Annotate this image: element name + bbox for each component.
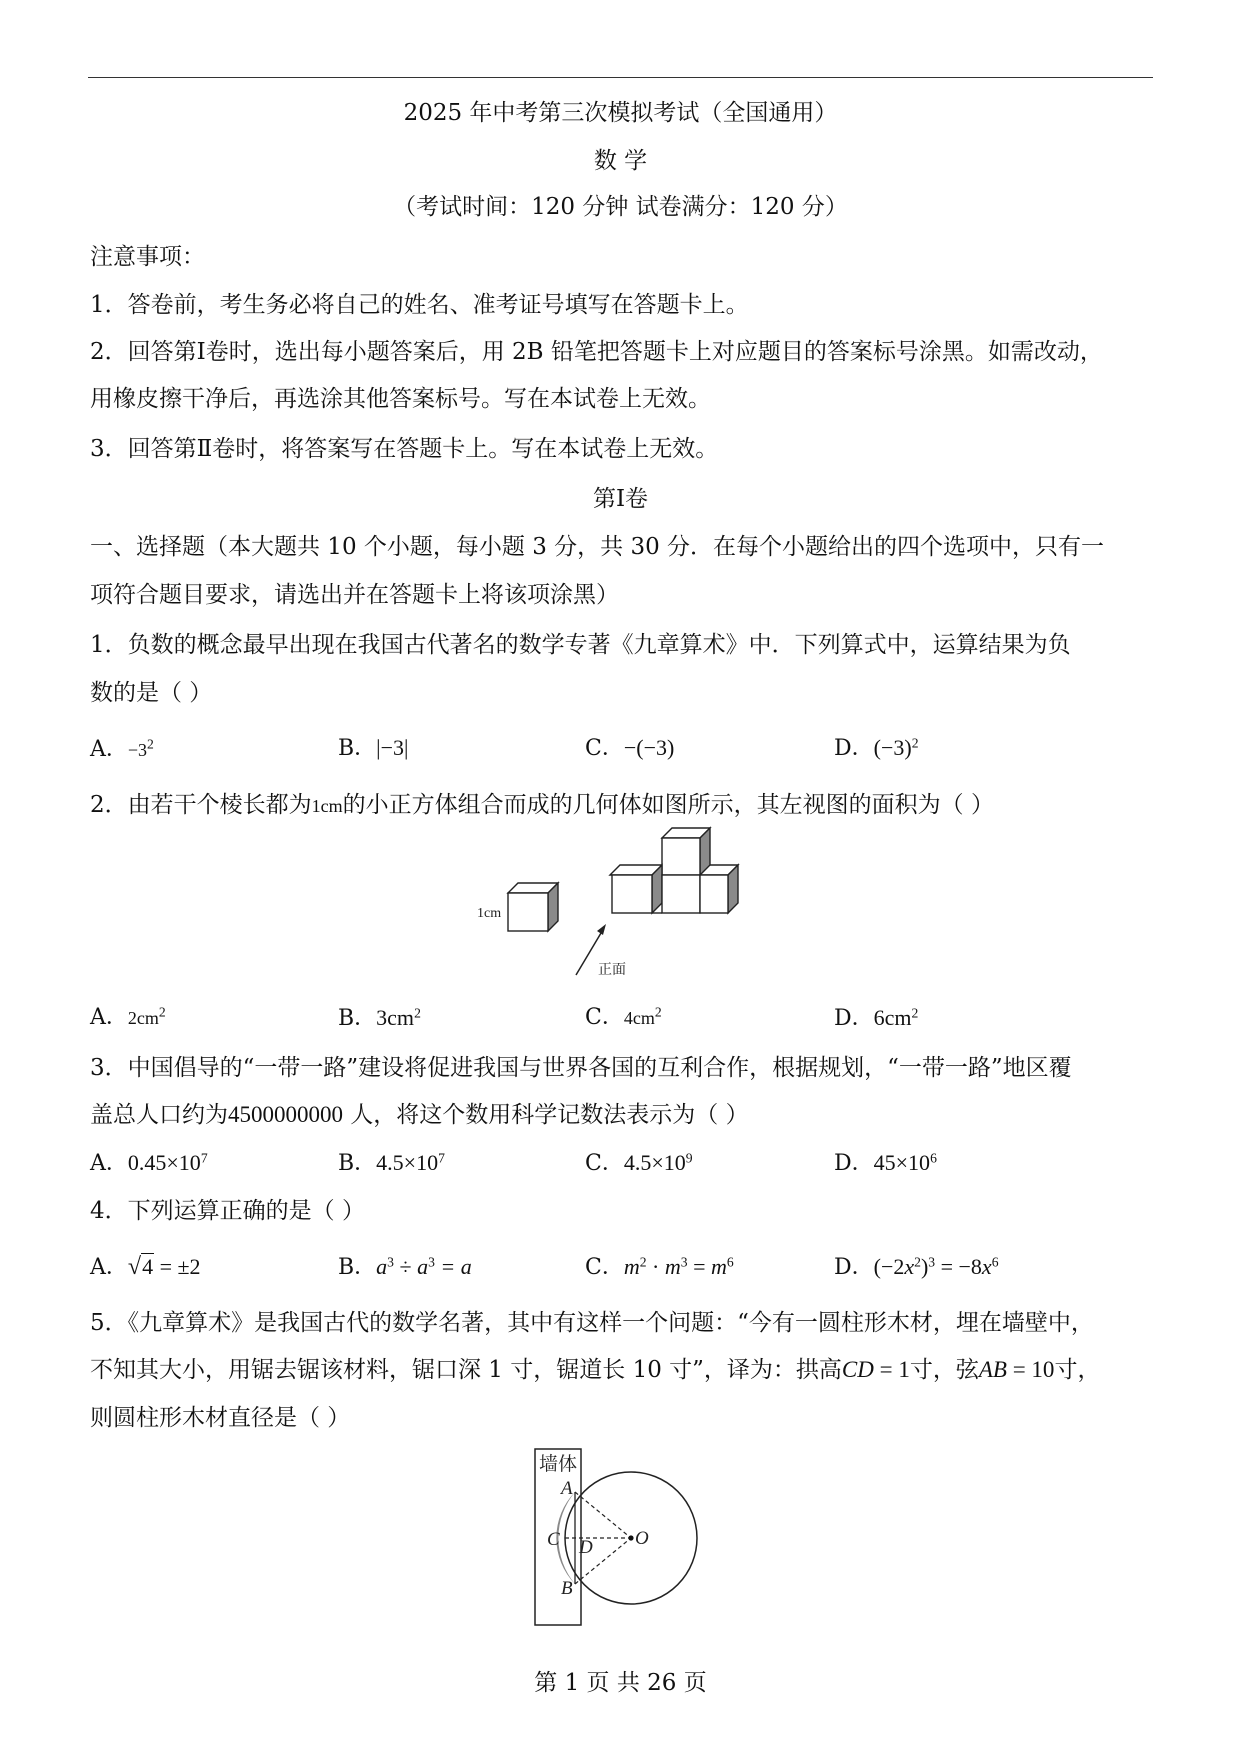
q3-option-d: D．$45\times 10^6$ (834, 1150, 937, 1176)
q1-option-c: C．−(−3) (585, 735, 675, 761)
q2-option-a: A．$2cm^2$ (90, 1004, 166, 1030)
q3-line2: 盖总人口约为4500000000 人，将这个数用科学记数法表示为（ ） (90, 1102, 749, 1128)
q1-line1: 1．负数的概念最早出现在我国古代著名的数学专著《九章算术》中．下列算式中，运算结果为负 (90, 632, 1071, 658)
q5-line1: 5．《九章算术》是我国古代的数学名著，其中有这样一个问题：“今有一圆柱形木材，埋在墙壁中， (90, 1310, 1094, 1336)
q4-option-d: D．$(-2x^2)^3 = -8x^6$ (834, 1254, 999, 1280)
q4-option-c: C．$m^2 \cdot m^3 = m^6$ (585, 1254, 734, 1280)
section1-line2: 项符合题目要求，请选出并在答题卡上将该项涂黑） (90, 582, 619, 608)
q5-line3: 则圆柱形木材直径是（ ） (90, 1405, 351, 1431)
notes-heading: 注意事项： (90, 244, 205, 270)
exam-title: 2025 年中考第三次模拟考试（全国通用） (403, 100, 838, 126)
q2-stem: 2．由若干个棱长都为1cm的小正方体组合而成的几何体如图所示，其左视图的面积为（ ） (90, 792, 994, 818)
unit-cube (508, 883, 558, 931)
q1-option-b: B．|−3| (338, 735, 409, 761)
wall-label: 墙体 (539, 1454, 578, 1475)
q4-stem: 4．下列运算正确的是（ ） (90, 1198, 365, 1224)
section1-line1: 一、选择题（本大题共 10 个小题，每小题 3 分，共 30 分．在每个小题给出的四个选项中，只有一 (90, 534, 1105, 560)
top-rule (88, 77, 1153, 78)
page-footer: 第 1 页 共 26 页 (534, 1670, 707, 1696)
circle-wall-figure (525, 1445, 715, 1630)
q1-line2: 数的是（ ） (90, 680, 213, 706)
center-point (628, 1535, 633, 1540)
label-c: C (547, 1529, 560, 1550)
q3-option-a: A．$0.45\times 10^7$ (90, 1150, 208, 1176)
q2-option-c: C．$4cm^2$ (585, 1004, 662, 1030)
q4-option-b: B．$a^3 \div a^3 = a$ (338, 1254, 472, 1280)
part-title: 第Ⅰ卷 (592, 486, 649, 512)
q1-option-a: A．$-3^2$ (90, 736, 154, 762)
label-a: A (561, 1478, 573, 1499)
q1-option-d: D．$(-3)^2$ (834, 735, 919, 761)
note-2-line2: 用橡皮擦干净后，再选涂其他答案标号。写在本试卷上无效。 (90, 386, 711, 412)
q4-option-a: A．√4 = ±2 (90, 1254, 201, 1280)
radius-oa (575, 1492, 631, 1538)
subject-title: 数 学 (593, 148, 648, 174)
q3-option-b: B．$4.5\times 10^7$ (338, 1150, 445, 1176)
front-label: 正面 (598, 963, 626, 978)
label-b: B (561, 1578, 573, 1599)
note-3: 3．回答第Ⅱ卷时，将答案写在答题卡上。写在本试卷上无效。 (90, 436, 719, 462)
q3-line1: 3．中国倡导的“一带一路”建设将促进我国与世界各国的互利合作，根据规划，“一带一路”地区覆 (90, 1055, 1072, 1081)
label-o: O (635, 1528, 649, 1549)
cube-size-label: 1cm (477, 906, 502, 921)
time-info: （考试时间：120 分钟 试卷满分：120 分） (393, 194, 848, 220)
q5-line2: 不知其大小，用锯去锯该材料，锯口深 1 寸，锯道长 10 寸”，译为：拱高CD = 1寸，弦AB = 10寸， (90, 1357, 1101, 1383)
q2-option-b: B．$3cm^2$ (338, 1005, 421, 1031)
label-d: D (579, 1537, 593, 1558)
note-2-line1: 2．回答第Ⅰ卷时，选出每小题答案后，用 2B 铅笔把答题卡上对应题目的答案标号涂黑。如需改动， (90, 339, 1103, 365)
q3-option-c: C．$4.5\times 10^9$ (585, 1150, 693, 1176)
note-1: 1．答卷前，考生务必将自己的姓名、准考证号填写在答题卡上。 (90, 292, 749, 318)
q2-option-d: D．$6cm^2$ (834, 1005, 919, 1031)
composite-solid (610, 828, 738, 913)
cubes-figure (470, 825, 760, 985)
